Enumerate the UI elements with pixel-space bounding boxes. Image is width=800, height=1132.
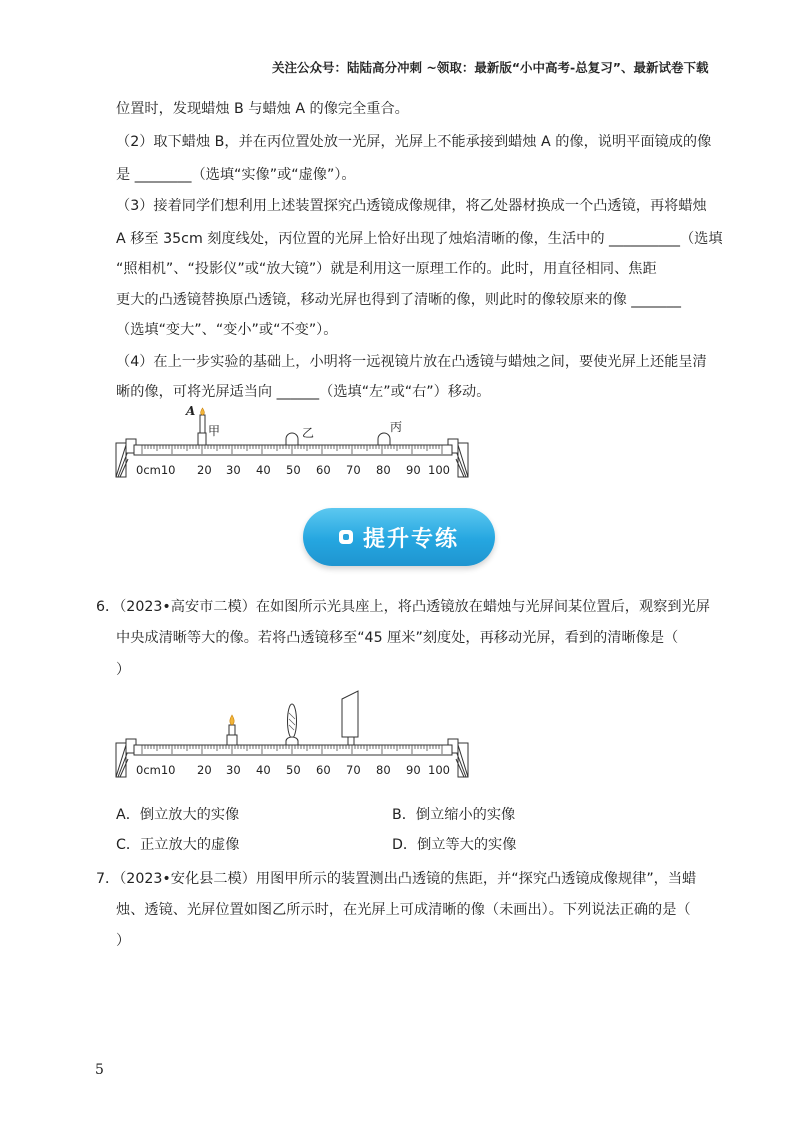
tick-label-40: 40: [256, 463, 271, 477]
q6-line-1: 6．（2023•高安市二模）在如图所示光具座上，将凸透镜放在蜡烛与光屏间某位置后，观察到光屏: [96, 599, 710, 615]
light-screen: [342, 691, 358, 745]
badge-label: 提升专练: [362, 526, 459, 552]
tick-label-0: 0cm10: [136, 763, 176, 777]
candle-a-label: A: [186, 405, 196, 418]
tick-label-0: 0cm10: [136, 463, 176, 477]
tick-label-50: 50: [286, 463, 301, 477]
convex-lens: [286, 704, 298, 745]
bench-left-support: [116, 739, 136, 777]
bench-rail: [134, 445, 452, 455]
tick-label-20: 20: [197, 763, 212, 777]
q6-line-2: 中央成清晰等大的像。若将凸透镜移至“45 厘米”刻度处，再移动光屏，看到的清晰像是（: [116, 630, 679, 646]
q7-line-2: 烛、透镜、光屏位置如图乙所示时，在光屏上可成清晰的像（未画出）。下列说法正确的是（: [116, 902, 691, 918]
optical-bench-figure-1: [112, 405, 472, 485]
tick-label-70: 70: [346, 763, 361, 777]
tick-label-100: 100: [428, 463, 450, 477]
text-line-5: A 移至 35cm 刻度线处，丙位置的光屏上恰好出现了烛焰清晰的像，生活中的 __________（选填: [116, 231, 723, 247]
page-number: 5: [95, 1062, 104, 1078]
tick-label-70: 70: [346, 463, 361, 477]
tick-label-90: 90: [406, 763, 421, 777]
q7-line-3: ）: [116, 933, 131, 949]
text-line-2: （2）取下蜡烛 B，并在丙位置处放一光屏，光屏上不能承接到蜡烛 A 的像，说明平面镜成的像: [116, 134, 712, 150]
text-line-7: 更大的凸透镜替换原凸透镜，移动光屏也得到了清晰的像，则此时的像较原来的像 _______: [116, 292, 681, 308]
q6-option-b[interactable]: B．倒立缩小的实像: [392, 807, 516, 823]
tick-label-20: 20: [197, 463, 212, 477]
tick-label-80: 80: [376, 463, 391, 477]
q7-line-1: 7．（2023•安化县二模）用图甲所示的装置测出凸透镜的焦距，并“探究凸透镜成像规律”，当蜡: [96, 871, 697, 887]
text-line-10: 晰的像，可将光屏适当向 ______（选填“左”或“右”）移动。: [116, 384, 491, 400]
text-line-4: （3）接着同学们想利用上述装置探究凸透镜成像规律，将乙处器材换成一个凸透镜，再将蜡烛: [116, 198, 707, 214]
label-bing: 丙: [390, 420, 403, 434]
tick-label-50: 50: [286, 763, 301, 777]
tick-label-80: 80: [376, 763, 391, 777]
tick-label-60: 60: [316, 763, 331, 777]
holder-yi: [286, 433, 298, 445]
bench-rail: [134, 745, 452, 755]
holder-jia: [198, 408, 206, 445]
tick-label-30: 30: [226, 763, 241, 777]
tick-label-60: 60: [316, 463, 331, 477]
q6-option-d[interactable]: D．倒立等大的实像: [392, 837, 517, 853]
text-line-6: “照相机”、“投影仪”或“放大镜”）就是利用这一原理工作的。此时，用直径相同、焦距: [116, 261, 657, 277]
text-line-8: （选填“变大”、“变小”或“不变”）。: [116, 322, 338, 338]
optical-bench-figure-2: [112, 685, 472, 785]
text-line-3: 是 ________（选填“实像”或“虚像”）。: [116, 167, 356, 183]
section-badge: [303, 508, 495, 566]
page-header: 关注公众号：陆陆高分冲刺 ~领取：最新版“小中高考-总复习”、最新试卷下载: [272, 60, 709, 75]
q6-option-a[interactable]: A．倒立放大的实像: [116, 807, 240, 823]
tick-label-30: 30: [226, 463, 241, 477]
text-line-1: 位置时，发现蜡烛 B 与蜡烛 A 的像完全重合。: [116, 101, 409, 117]
label-jia: 甲: [208, 424, 221, 438]
badge-icon: [339, 530, 353, 544]
tick-label-90: 90: [406, 463, 421, 477]
tick-label-40: 40: [256, 763, 271, 777]
q6-option-c[interactable]: C．正立放大的虚像: [116, 837, 240, 853]
tick-label-100: 100: [428, 763, 450, 777]
label-yi: 乙: [302, 426, 315, 440]
bench-left-support: [116, 439, 136, 477]
candle: [227, 715, 237, 745]
text-line-9: （4）在上一步实验的基础上，小明将一远视镜片放在凸透镜与蜡烛之间，要使光屏上还能呈清: [116, 354, 707, 370]
q6-line-3: ）: [116, 662, 131, 678]
holder-bing: [378, 433, 390, 445]
